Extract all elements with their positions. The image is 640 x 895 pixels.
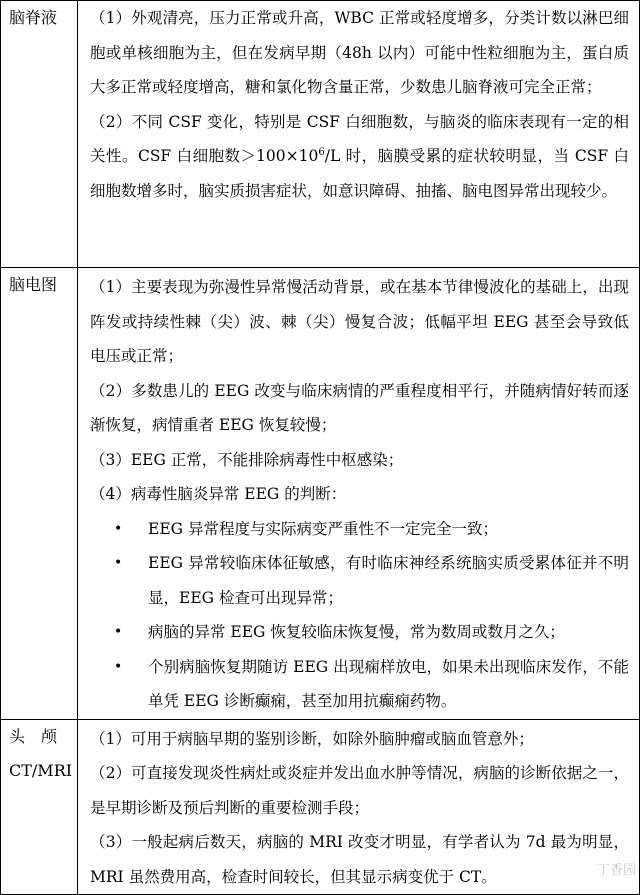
- table-row-eeg: [1, 268, 640, 720]
- bullet-icon: •: [114, 658, 123, 675]
- ct-mri-paragraph-1: （1）可用于病脑早期的鉴别诊断，如除外脑肿瘤或脑血管意外；: [90, 729, 534, 748]
- row-label-eeg: 脑电图: [9, 275, 58, 294]
- bullet-icon: •: [114, 624, 123, 640]
- list-item: • 个别病脑恢复期随访 EEG 出现痫样放电，如果未出现临床发作，不能单凭 EEG 诊断癫痫，甚至加用抗癫痫药物。: [90, 650, 629, 719]
- table-row-csf: [1, 1, 640, 268]
- eeg-paragraph-3: （3）EEG 正常，不能排除病毒性中枢感染；: [90, 450, 404, 469]
- row-label-cell: [1, 719, 78, 895]
- ct-mri-paragraph-2: （2）可直接发现炎性病灶或炎症并发出血水肿等情况，病脑的诊断依据之一，是早期诊断及预后判断的重要检测手段；: [90, 764, 629, 817]
- row-content-cell: [78, 1, 640, 268]
- row-label-cell: [1, 1, 78, 268]
- row-label-csf: 脑脊液: [9, 8, 58, 27]
- watermark-logo: 丁香园: [596, 863, 636, 878]
- list-item: • EEG 异常较临床体征敏感，有时临床神经系统脑实质受累体征并不明显，EEG 检查可出现异常；: [90, 546, 629, 615]
- csf-paragraph-1: （1）外观清亮，压力正常或升高，WBC 正常或轻度增多，分类计数以淋巴细胞或单核细胞为主，但在发病早期（48h 以内）可能中性粒细胞为主，蛋白质大多正常或轻度增高，糖和氯化物含量正常，少数患儿脑脊液可完全正常；: [90, 9, 629, 96]
- bullet-icon: •: [114, 520, 123, 537]
- list-item: • EEG 异常程度与实际病变严重性不一定完全一致；: [90, 512, 629, 547]
- eeg-paragraph-2: （2）多数患儿的 EEG 改变与临床病情的严重程度相平行，并随病情好转而逐渐恢复，病情重者 EEG 恢复较慢；: [90, 381, 629, 434]
- row-label-ct-mri: 头 颅 CT/MRI: [9, 726, 73, 780]
- list-item: • 病脑的异常 EEG 恢复较临床恢复慢，常为数周或数月之久；: [90, 615, 629, 650]
- ct-mri-paragraph-3: （3）一般起病后数天，病脑的 MRI 改变才明显，有学者认为 7d 最为明显，MRI 虽然费用高，检查时间较长，但其显示病变优于 CT。: [90, 833, 629, 886]
- row-label-cell: [1, 268, 78, 720]
- row-content-cell: [78, 719, 640, 895]
- eeg-paragraph-4: （4）病毒性脑炎异常 EEG 的判断：: [90, 485, 347, 503]
- row-content-cell: [78, 268, 640, 720]
- table-row-ct-mri: [1, 719, 640, 895]
- eeg-judgement-list: [90, 512, 629, 719]
- bullet-icon: •: [114, 555, 123, 571]
- csf-paragraph-2: （2）不同 CSF 变化，特别是 CSF 白细胞数，与脑炎的临床表现有一定的相关性。CSF 白细胞数$>100\times 10^6/L$ 时，脑膜受累的症状较明显，当 CSF 白细胞数增多时，脑实质损害症状，如意识障碍、抽搐、脑电图异常出现较少。: [90, 112, 629, 200]
- eeg-paragraph-1: （1）主要表现为弥漫性异常慢活动背景，或在基本节律慢波化的基础上，出现阵发或持续性棘（尖）波、棘（尖）慢复合波；低幅平坦 EEG 甚至会导致低电压或正常；: [90, 278, 629, 365]
